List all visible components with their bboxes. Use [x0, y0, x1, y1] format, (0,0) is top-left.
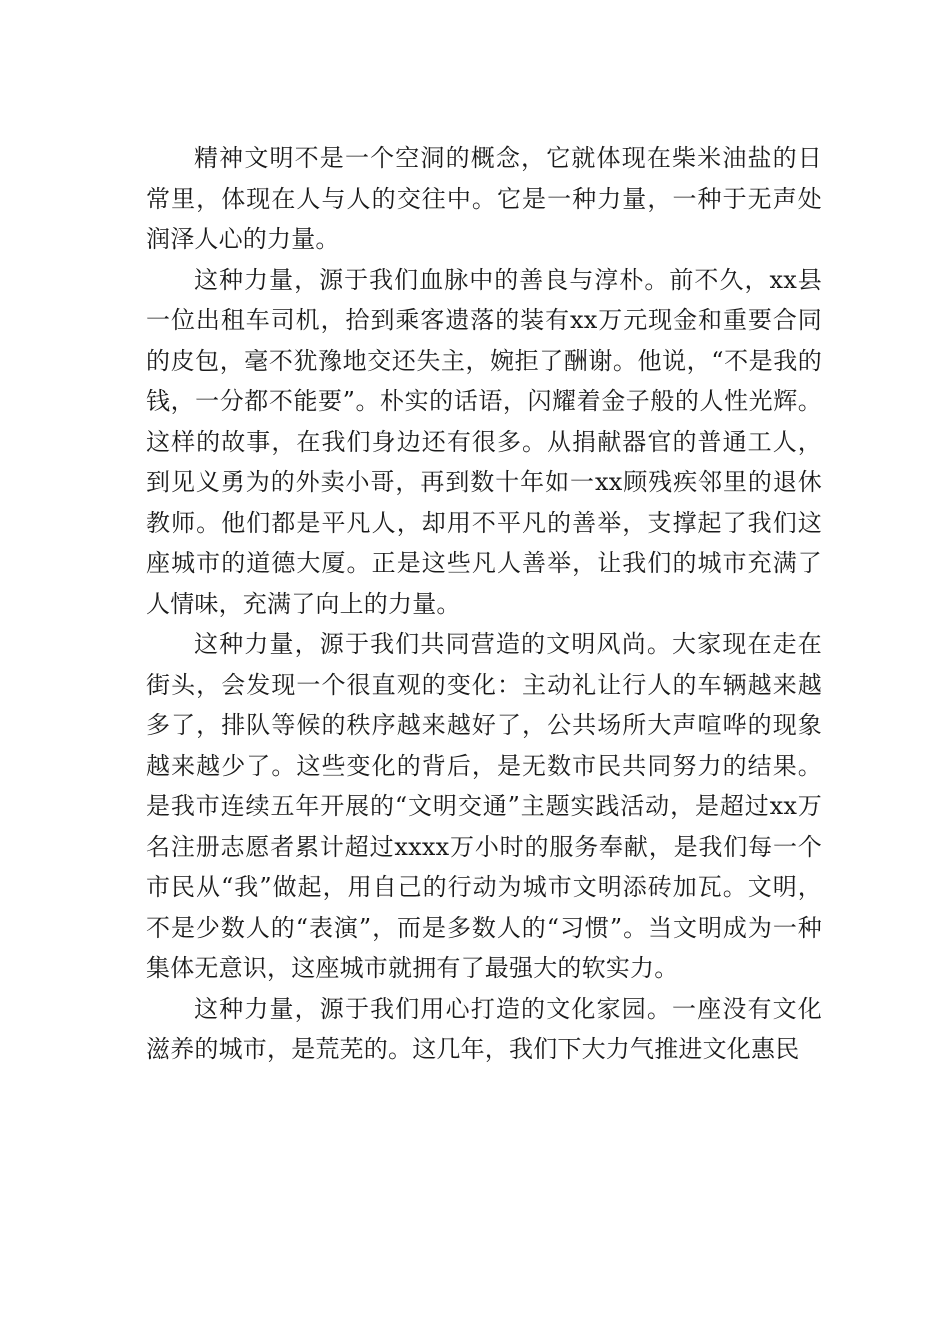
- paragraph-2: 这种力量，源于我们血脉中的善良与淳朴。前不久，xx县一位出租车司机，拾到乘客遗落的装有xx万元现金和重要合同的皮包，毫不犹豫地交还失主，婉拒了酬谢。他说，“不是我的钱，一分都不能要”。朴实的话语，闪耀着金子般的人性光辉。这样的故事，在我们身边还有很多。从捐献器官的普通工人，到见义勇为的外卖小哥，再到数十年如一xx顾残疾邻里的退休教师。他们都是平凡人，却用不平凡的善举，支撑起了我们这座城市的道德大厦。正是这些凡人善举，让我们的城市充满了人情味，充满了向上的力量。: [146, 265, 822, 618]
- body-text: [146, 138, 822, 1070]
- paragraph-1: 精神文明不是一个空洞的概念，它就体现在柴米油盐的日常里，体现在人与人的交往中。它是一种力量，一种于无声处润泽人心的力量。: [146, 144, 822, 253]
- paragraph-4: 这种力量，源于我们用心打造的文化家园。一座没有文化滋养的城市，是荒芜的。这几年，我们下大力气推进文化惠民: [146, 994, 822, 1063]
- paragraph-3: 这种力量，源于我们共同营造的文明风尚。大家现在走在街头，会发现一个很直观的变化：主动礼让行人的车辆越来越多了，排队等候的秩序越来越好了，公共场所大声喧哗的现象越来越少了。这些变化的背后，是无数市民共同努力的结果。是我市连续五年开展的“文明交通”主题实践活动，是超过xx万名注册志愿者累计超过xxxx万小时的服务奉献，是我们每一个市民从“我”做起，用自己的行动为城市文明添砖加瓦。文明，不是少数人的“表演”，而是多数人的“习惯”。当文明成为一种集体无意识，这座城市就拥有了最强大的软实力。: [146, 630, 822, 982]
